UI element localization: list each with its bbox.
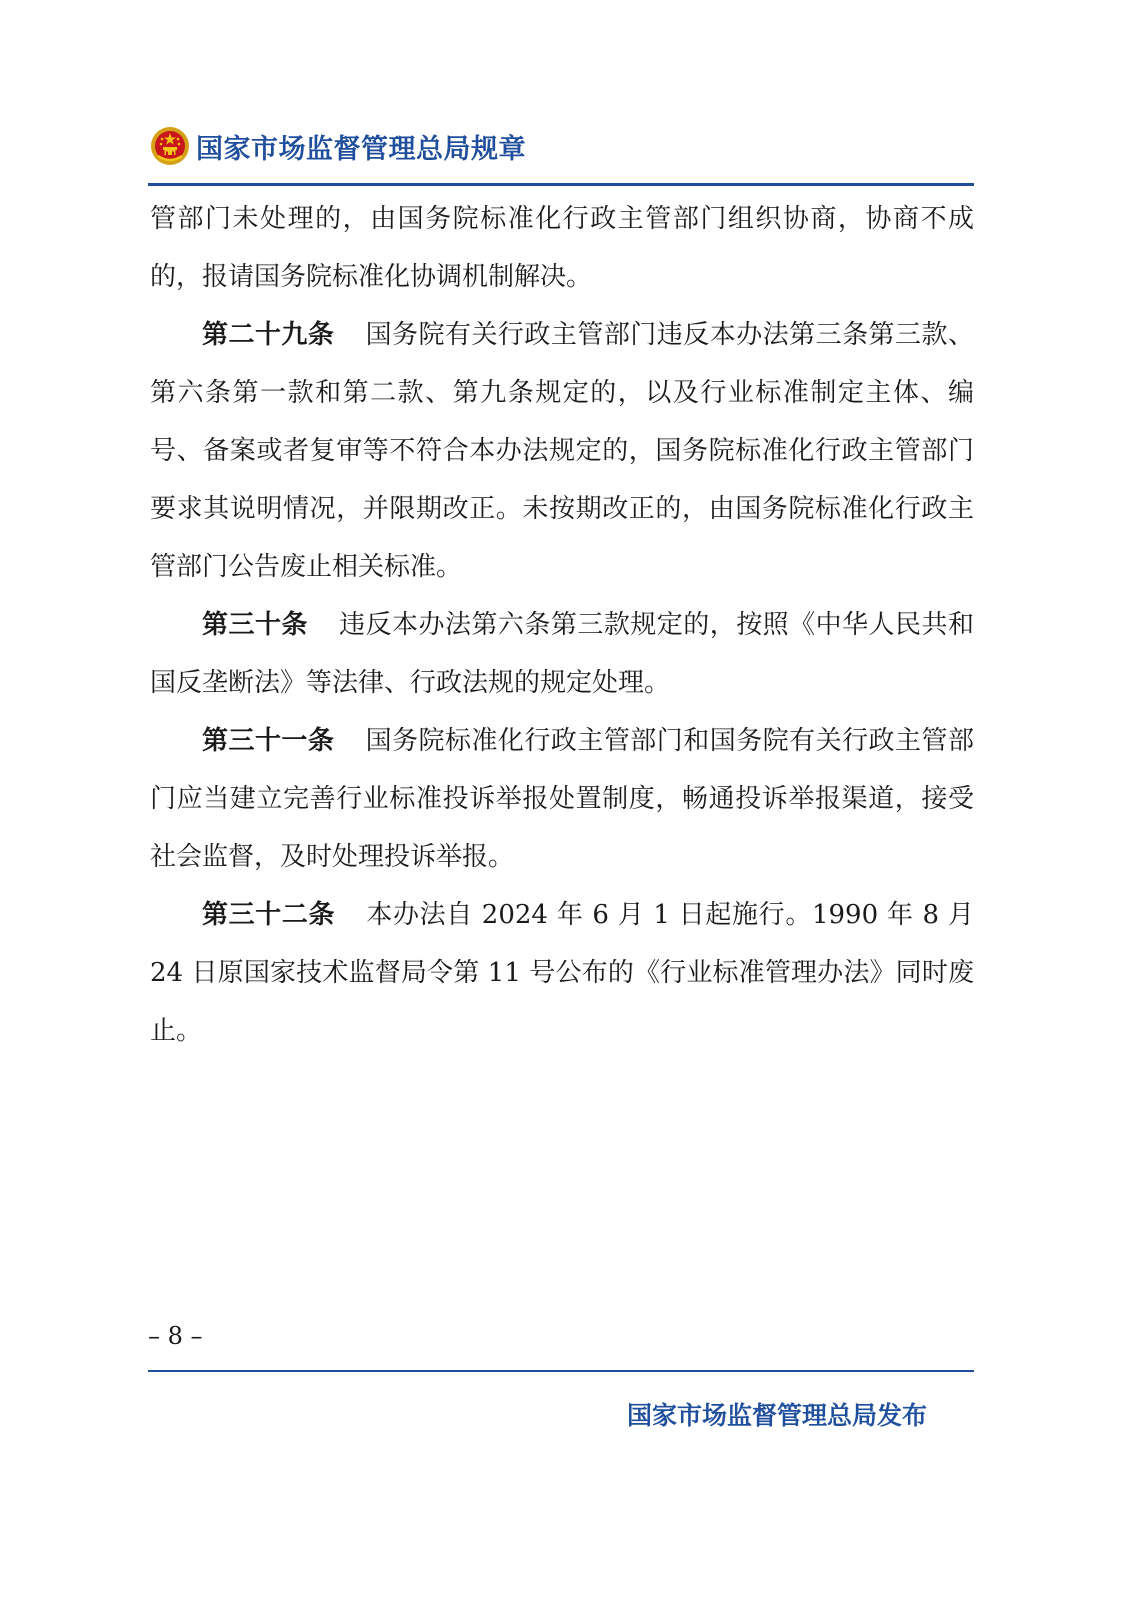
article-30 xyxy=(150,596,974,712)
article-32 xyxy=(150,886,974,1060)
article-text: 违反本办法第六条第三款规定的，按照《中华人民共和国反垄断法》等法律、行政法规的规定处理。 xyxy=(150,610,974,698)
article-31 xyxy=(150,712,974,886)
page-number: – 8 – xyxy=(148,1322,203,1350)
article-number: 第三十二条 xyxy=(202,900,336,930)
footer-publisher: 国家市场监督管理总局发布 xyxy=(626,1401,927,1430)
footer-divider xyxy=(148,1370,974,1372)
article-number: 第三十一条 xyxy=(202,726,335,756)
article-text: 国务院标准化行政主管部门和国务院有关行政主管部门应当建立完善行业标准投诉举报处置制度，畅通投诉举报渠道，接受社会监督，及时处理投诉举报。 xyxy=(150,726,974,872)
article-number: 第二十九条 xyxy=(202,320,335,350)
continuation-paragraph: 管部门未处理的，由国务院标准化行政主管部门组织协商，协商不成的，报请国务院标准化协调机制解决。 xyxy=(150,204,974,292)
page-header xyxy=(150,126,526,166)
article-text: 本办法自 2024 年 6 月 1 日起施行。1990 年 8 月 24 日原国家技术监督局令第 11 号公布的《行业标准管理办法》同时废止。 xyxy=(150,900,974,1046)
article-29 xyxy=(150,306,974,596)
article-number: 第三十条 xyxy=(202,610,308,640)
document-body xyxy=(150,190,974,1060)
national-emblem-icon xyxy=(150,126,190,166)
article-text: 国务院有关行政主管部门违反本办法第三条第三款、第六条第一款和第二款、第九条规定的，以及行业标准制定主体、编号、备案或者复审等不符合本办法规定的，国务院标准化行政主管部门要求其说明情况，并限期改正。未按期改正的，由国务院标准化行政主管部门公告废止相关标准。 xyxy=(150,320,974,582)
header-divider xyxy=(148,183,974,186)
header-title: 国家市场监督管理总局规章 xyxy=(196,133,526,165)
